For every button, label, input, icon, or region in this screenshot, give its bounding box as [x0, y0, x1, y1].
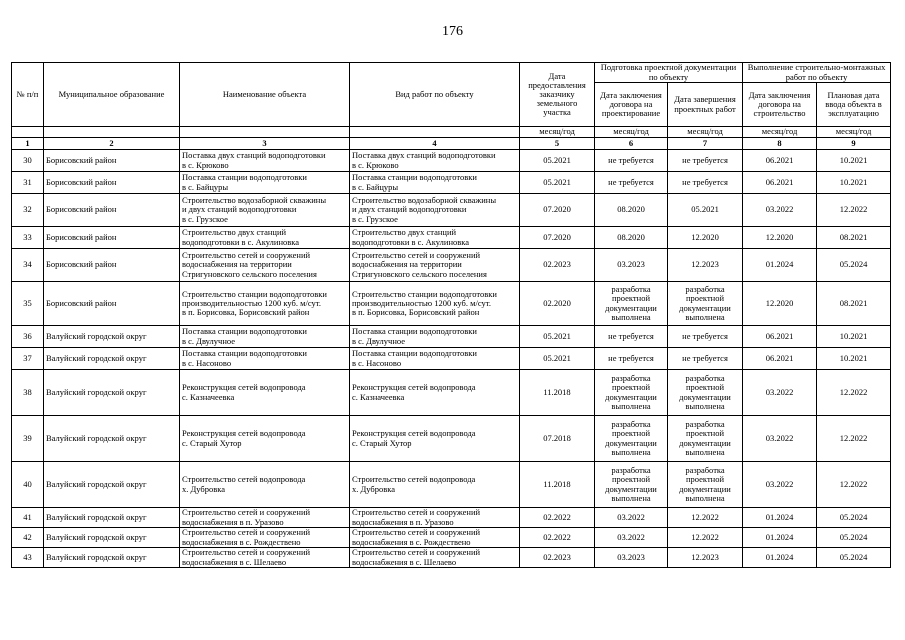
work-line: в с. Байцуры [352, 181, 399, 192]
object-name-cell [180, 172, 350, 194]
work-line: водоснабжения в с. Шелаево [352, 556, 457, 567]
obj-line: в п. Борисовка, Борисовский район [182, 307, 310, 318]
row-number: 40 [12, 462, 44, 508]
d7-line: не требуется [682, 352, 728, 363]
municipality-cell: Валуйский городской округ [44, 348, 180, 370]
table-row [12, 528, 891, 548]
work-type-cell [350, 282, 520, 326]
work-line: с. Казначеевка [352, 391, 405, 402]
date-design-contract-cell [595, 462, 668, 508]
municipality-cell: Валуйский городской округ [44, 370, 180, 416]
d6-line: выполнена [611, 400, 651, 411]
municipality-cell: Валуйский городской округ [44, 548, 180, 568]
work-line: Стригуновского сельского поселения [352, 268, 487, 279]
date-build-contract-cell: 12.2020 [743, 282, 817, 326]
d6-line: 03.2022 [617, 531, 645, 542]
work-line: Строительство сетей и сооружений [352, 250, 481, 261]
work-line: Поставка станции водоподготовки [352, 348, 477, 359]
obj-line: водоснабжения в с. Рождествено [182, 536, 301, 547]
date-build-contract-cell: 03.2022 [743, 462, 817, 508]
d7-line: разработка [685, 284, 725, 295]
date-design-contract-cell [595, 172, 668, 194]
d5-line: 05.2021 [543, 352, 571, 363]
date-land-cell [520, 326, 595, 348]
table-row [12, 172, 891, 194]
row-number: 41 [12, 508, 44, 528]
date-land-cell [520, 416, 595, 462]
work-line: Поставка двух станций водоподготовки [352, 150, 496, 161]
d6-line: проектной [611, 428, 650, 439]
work-line: Строительство сетей и сооружений [352, 547, 481, 558]
date-build-contract-cell: 03.2022 [743, 194, 817, 227]
date-design-contract-cell [595, 194, 668, 227]
date-design-contract-cell [595, 348, 668, 370]
date-design-complete-cell [668, 370, 743, 416]
d7-line: проектной [686, 382, 725, 393]
d5-line: 02.2022 [543, 531, 571, 542]
d6-line: разработка [611, 284, 651, 295]
date-planned-cell: 10.2021 [817, 150, 891, 172]
date-design-complete-cell [668, 227, 743, 249]
d6-line: 08.2020 [617, 231, 645, 242]
header-build-planned: Плановая дата ввода объекта в эксплуатацию [817, 83, 891, 127]
work-line: Реконструкция сетей водопровода [352, 382, 476, 393]
date-planned-cell: 05.2024 [817, 548, 891, 568]
d5-line: 05.2021 [543, 330, 571, 341]
work-type-cell [350, 348, 520, 370]
d5-line: 07.2020 [543, 231, 571, 242]
d7-line: документации [679, 302, 731, 313]
d6-line: документации [605, 302, 657, 313]
date-design-complete-cell [668, 249, 743, 282]
work-line: Строительство двух станций [352, 227, 457, 238]
obj-line: Поставка станции водоподготовки [182, 348, 307, 359]
date-land-cell [520, 282, 595, 326]
obj-line: Строительство станции водоподготовки [182, 288, 327, 299]
obj-line: Поставка станции водоподготовки [182, 172, 307, 183]
d6-line: не требуется [608, 176, 654, 187]
d7-line: документации [679, 483, 731, 494]
obj-line: в с. Грузское [182, 213, 228, 224]
d6-line: проектной [611, 474, 650, 485]
row-number: 36 [12, 326, 44, 348]
date-land-cell [520, 462, 595, 508]
table-row [12, 370, 891, 416]
obj-line: производительностью 1200 куб. м/сут. [182, 297, 321, 308]
d6-line: разработка [611, 373, 651, 384]
object-name-cell [180, 282, 350, 326]
date-design-complete-cell [668, 150, 743, 172]
municipality-cell: Валуйский городской округ [44, 326, 180, 348]
date-planned-cell: 05.2024 [817, 249, 891, 282]
object-name-cell [180, 348, 350, 370]
d7-line: не требуется [682, 330, 728, 341]
d5-line: 02.2023 [543, 259, 571, 270]
d7-line: не требуется [682, 154, 728, 165]
obj-line: в с. Байцуры [182, 181, 229, 192]
d7-line: 12.2022 [691, 511, 719, 522]
object-name-cell [180, 194, 350, 227]
date-build-contract-cell: 03.2022 [743, 416, 817, 462]
unit-label-5: месяц/год [520, 127, 595, 138]
unit-label-8: месяц/год [743, 127, 817, 138]
date-design-contract-cell [595, 416, 668, 462]
obj-line: Стригуновского сельского поселения [182, 268, 317, 279]
object-name-cell [180, 326, 350, 348]
table-row [12, 282, 891, 326]
d7-line: не требуется [682, 176, 728, 187]
object-name-cell [180, 548, 350, 568]
col-number: 8 [743, 138, 817, 150]
date-land-cell [520, 227, 595, 249]
work-line: водоснабжения в с. Рождествено [352, 536, 471, 547]
work-line: Строительство станции водоподготовки [352, 288, 497, 299]
work-type-cell [350, 326, 520, 348]
row-number: 38 [12, 370, 44, 416]
date-design-complete-cell [668, 416, 743, 462]
municipality-cell: Валуйский городской округ [44, 528, 180, 548]
object-name-cell [180, 528, 350, 548]
date-design-complete-cell [668, 462, 743, 508]
obj-line: Строительство двух станций [182, 227, 287, 238]
header-work: Вид работ по объекту [350, 63, 520, 127]
table-row [12, 416, 891, 462]
date-design-complete-cell [668, 326, 743, 348]
date-land-cell [520, 172, 595, 194]
d6-line: выполнена [611, 311, 651, 322]
obj-line: Реконструкция сетей водопровода [182, 382, 306, 393]
date-planned-cell: 10.2021 [817, 172, 891, 194]
d7-line: разработка [685, 373, 725, 384]
header-group-construction: Выполнение строительно-монтажных работ по объекту [743, 63, 891, 83]
municipality-cell: Борисовский район [44, 150, 180, 172]
obj-line: х. Дубровка [182, 483, 226, 494]
date-design-contract-cell [595, 249, 668, 282]
date-build-contract-cell: 01.2024 [743, 528, 817, 548]
date-build-contract-cell: 06.2021 [743, 326, 817, 348]
object-name-cell [180, 249, 350, 282]
date-land-cell [520, 194, 595, 227]
work-line: в п. Борисовка, Борисовский район [352, 307, 480, 318]
obj-line: с. Казначеевка [182, 391, 235, 402]
date-design-contract-cell [595, 150, 668, 172]
d5-line: 11.2018 [543, 386, 571, 397]
d7-line: проектной [686, 293, 725, 304]
date-build-contract-cell: 06.2021 [743, 172, 817, 194]
date-design-contract-cell [595, 326, 668, 348]
date-build-contract-cell: 01.2024 [743, 548, 817, 568]
date-design-complete-cell [668, 548, 743, 568]
d6-line: выполнена [611, 492, 651, 503]
date-design-contract-cell [595, 528, 668, 548]
obj-line: Строительство сетей водопровода [182, 474, 306, 485]
work-line: водоснабжения в п. Уразово [352, 516, 454, 527]
date-planned-cell: 12.2022 [817, 462, 891, 508]
d7-line: проектной [686, 474, 725, 485]
row-number: 43 [12, 548, 44, 568]
date-build-contract-cell: 01.2024 [743, 508, 817, 528]
d7-line: 12.2023 [691, 259, 719, 270]
work-line: Поставка станции водоподготовки [352, 326, 477, 337]
obj-line: водоподготовки в с. Акулиновка [182, 236, 300, 247]
work-type-cell [350, 528, 520, 548]
object-name-cell [180, 150, 350, 172]
d6-line: документации [605, 437, 657, 448]
d7-line: разработка [685, 419, 725, 430]
work-line: Строительство водозаборной скважины [352, 195, 497, 206]
work-type-cell [350, 194, 520, 227]
date-design-contract-cell [595, 508, 668, 528]
d5-line: 07.2020 [543, 204, 571, 215]
obj-line: Строительство сетей и сооружений [182, 527, 311, 538]
obj-line: Строительство сетей и сооружений [182, 507, 311, 518]
work-line: водоподготовки в с. Акулиновка [352, 236, 470, 247]
obj-line: Реконструкция сетей водопровода [182, 428, 306, 439]
d7-line: документации [679, 437, 731, 448]
work-line: Поставка станции водоподготовки [352, 172, 477, 183]
header-build-contract: Дата заключения договора на строительство [743, 83, 817, 127]
work-line: производительностью 1200 куб. м/сут. [352, 297, 491, 308]
date-land-cell [520, 548, 595, 568]
work-line: в с. Насоново [352, 357, 402, 368]
d6-line: проектной [611, 382, 650, 393]
d7-line: выполнена [685, 492, 725, 503]
date-planned-cell: 08.2021 [817, 227, 891, 249]
table-row [12, 462, 891, 508]
date-planned-cell: 12.2022 [817, 194, 891, 227]
obj-line: в с. Двулучное [182, 335, 236, 346]
date-design-contract-cell [595, 282, 668, 326]
work-line: в с. Крюково [352, 159, 399, 170]
date-design-contract-cell [595, 227, 668, 249]
header-object: Наименование объекта [180, 63, 350, 127]
date-land-cell [520, 508, 595, 528]
d7-line: 05.2021 [691, 204, 719, 215]
date-design-complete-cell [668, 172, 743, 194]
municipality-cell: Валуйский городской округ [44, 462, 180, 508]
object-name-cell [180, 227, 350, 249]
table-row [12, 326, 891, 348]
date-design-complete-cell [668, 194, 743, 227]
col-number: 5 [520, 138, 595, 150]
col-number: 4 [350, 138, 520, 150]
object-name-cell [180, 416, 350, 462]
d6-line: 03.2023 [617, 259, 645, 270]
d7-line: 12.2023 [691, 551, 719, 562]
d6-line: не требуется [608, 330, 654, 341]
municipality-cell: Борисовский район [44, 172, 180, 194]
d6-line: документации [605, 391, 657, 402]
date-planned-cell: 05.2024 [817, 528, 891, 548]
col-number: 3 [180, 138, 350, 150]
col-number: 6 [595, 138, 668, 150]
date-design-complete-cell [668, 508, 743, 528]
table-row [12, 150, 891, 172]
d5-line: 05.2021 [543, 176, 571, 187]
date-build-contract-cell: 03.2022 [743, 370, 817, 416]
work-type-cell [350, 508, 520, 528]
date-planned-cell: 12.2022 [817, 416, 891, 462]
table-row [12, 508, 891, 528]
date-planned-cell: 10.2021 [817, 348, 891, 370]
date-planned-cell: 12.2022 [817, 370, 891, 416]
col-number: 9 [817, 138, 891, 150]
date-land-cell [520, 370, 595, 416]
work-line: в с. Двулучное [352, 335, 406, 346]
table-row [12, 249, 891, 282]
work-type-cell [350, 150, 520, 172]
work-type-cell [350, 548, 520, 568]
date-land-cell [520, 150, 595, 172]
header-design-complete: Дата завершения проектных работ [668, 83, 743, 127]
work-line: Строительство сетей и сооружений [352, 507, 481, 518]
table-row [12, 348, 891, 370]
obj-line: Строительство сетей и сооружений [182, 250, 311, 261]
work-type-cell [350, 249, 520, 282]
table-row [12, 227, 891, 249]
work-type-cell [350, 227, 520, 249]
d5-line: 02.2023 [543, 551, 571, 562]
work-type-cell [350, 172, 520, 194]
d5-line: 02.2022 [543, 511, 571, 522]
d6-line: не требуется [608, 154, 654, 165]
unit-label-9: месяц/год [817, 127, 891, 138]
obj-line: водоснабжения на территории [182, 259, 292, 270]
table-body [12, 150, 891, 568]
row-number: 42 [12, 528, 44, 548]
header-num: № п/п [12, 63, 44, 127]
d7-line: выполнена [685, 400, 725, 411]
object-name-cell [180, 508, 350, 528]
obj-line: в с. Насоново [182, 357, 232, 368]
d7-line: проектной [686, 428, 725, 439]
work-line: в с. Грузское [352, 213, 398, 224]
date-build-contract-cell: 06.2021 [743, 348, 817, 370]
obj-line: Строительство сетей и сооружений [182, 547, 311, 558]
date-design-contract-cell [595, 370, 668, 416]
row-number: 37 [12, 348, 44, 370]
date-design-contract-cell [595, 548, 668, 568]
date-design-complete-cell [668, 348, 743, 370]
d7-line: выполнена [685, 446, 725, 457]
date-land-cell [520, 249, 595, 282]
date-build-contract-cell: 06.2021 [743, 150, 817, 172]
work-line: Реконструкция сетей водопровода [352, 428, 476, 439]
d5-line: 05.2021 [543, 154, 571, 165]
row-number: 30 [12, 150, 44, 172]
col-number: 1 [12, 138, 44, 150]
d6-line: не требуется [608, 352, 654, 363]
date-planned-cell: 10.2021 [817, 326, 891, 348]
d5-line: 11.2018 [543, 478, 571, 489]
row-number: 35 [12, 282, 44, 326]
d6-line: 03.2022 [617, 511, 645, 522]
municipality-cell: Валуйский городской округ [44, 508, 180, 528]
d6-line: документации [605, 483, 657, 494]
d6-line: разработка [611, 465, 651, 476]
date-build-contract-cell: 01.2024 [743, 249, 817, 282]
work-line: Строительство сетей водопровода [352, 474, 476, 485]
date-land-cell [520, 528, 595, 548]
d5-line: 07.2018 [543, 432, 571, 443]
object-name-cell [180, 370, 350, 416]
work-line: и двух станций водоподготовки [352, 204, 467, 215]
col-number: 7 [668, 138, 743, 150]
d6-line: выполнена [611, 446, 651, 457]
d6-line: 08.2020 [617, 204, 645, 215]
d7-line: документации [679, 391, 731, 402]
page-number: 176 [442, 24, 463, 39]
row-number: 32 [12, 194, 44, 227]
work-line: водоснабжения на территории [352, 259, 462, 270]
obj-line: с. Старый Хутор [182, 437, 242, 448]
date-planned-cell: 08.2021 [817, 282, 891, 326]
d6-line: 03.2023 [617, 551, 645, 562]
row-number: 31 [12, 172, 44, 194]
obj-line: Строительство водозаборной скважины [182, 195, 327, 206]
register-table [11, 62, 891, 568]
header-design-contract: Дата заключения договора на проектирование [595, 83, 668, 127]
obj-line: Поставка двух станций водоподготовки [182, 150, 326, 161]
header-municipality: Муниципальное образование [44, 63, 180, 127]
municipality-cell: Борисовский район [44, 227, 180, 249]
obj-line: водоснабжения в с. Шелаево [182, 556, 287, 567]
header-date-given: Дата предоставления заказчику земельного участка [520, 63, 595, 127]
obj-line: водоснабжения в п. Уразово [182, 516, 284, 527]
municipality-cell: Борисовский район [44, 194, 180, 227]
municipality-cell: Борисовский район [44, 249, 180, 282]
table-row [12, 548, 891, 568]
date-planned-cell: 05.2024 [817, 508, 891, 528]
obj-line: Поставка станции водоподготовки [182, 326, 307, 337]
d7-line: выполнена [685, 311, 725, 322]
d6-line: разработка [611, 419, 651, 430]
column-number-row [12, 138, 891, 150]
work-line: х. Дубровка [352, 483, 396, 494]
municipality-cell: Валуйский городской округ [44, 416, 180, 462]
date-design-complete-cell [668, 282, 743, 326]
work-type-cell [350, 416, 520, 462]
d5-line: 02.2020 [543, 297, 571, 308]
work-type-cell [350, 462, 520, 508]
col-number: 2 [44, 138, 180, 150]
d6-line: проектной [611, 293, 650, 304]
row-number: 34 [12, 249, 44, 282]
row-number: 33 [12, 227, 44, 249]
obj-line: в с. Крюково [182, 159, 229, 170]
work-type-cell [350, 370, 520, 416]
work-line: Строительство сетей и сооружений [352, 527, 481, 538]
municipality-cell: Борисовский район [44, 282, 180, 326]
d7-line: разработка [685, 465, 725, 476]
obj-line: и двух станций водоподготовки [182, 204, 297, 215]
unit-label-6: месяц/год [595, 127, 668, 138]
object-name-cell [180, 462, 350, 508]
d7-line: 12.2022 [691, 531, 719, 542]
date-design-complete-cell [668, 528, 743, 548]
date-land-cell [520, 348, 595, 370]
work-line: с. Старый Хутор [352, 437, 412, 448]
d7-line: 12.2020 [691, 231, 719, 242]
header-group-design: Подготовка проектной документации по объекту [595, 63, 743, 83]
unit-label-7: месяц/год [668, 127, 743, 138]
row-number: 39 [12, 416, 44, 462]
date-build-contract-cell: 12.2020 [743, 227, 817, 249]
table-row [12, 194, 891, 227]
